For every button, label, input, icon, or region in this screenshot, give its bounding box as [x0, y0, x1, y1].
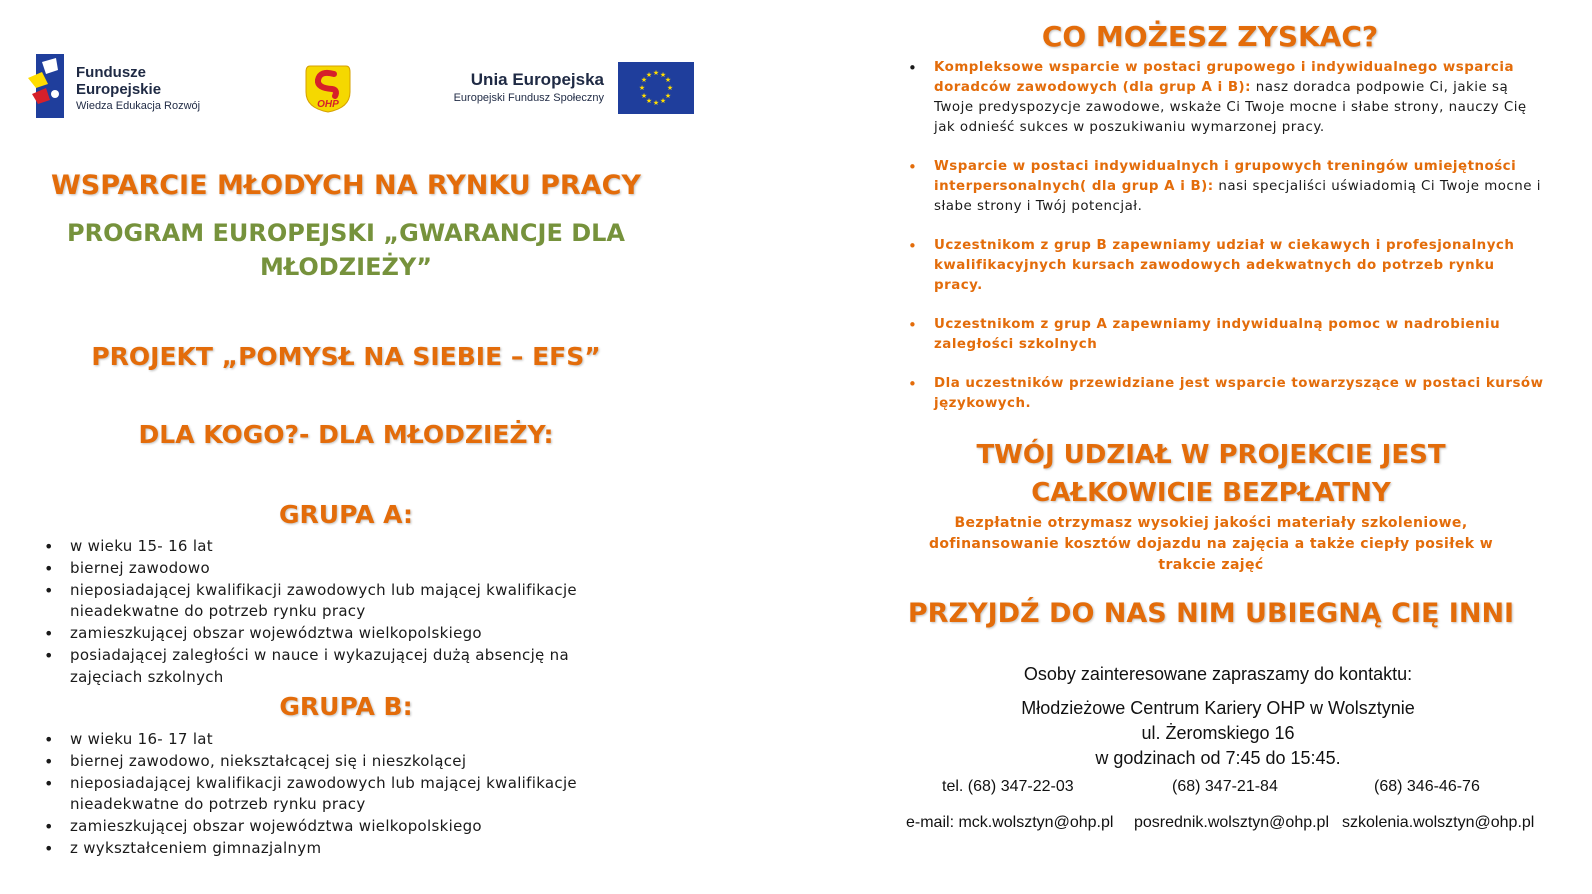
- list-item: • zamieszkującej obszar województwa wielkopolskiego: [46, 816, 646, 838]
- svg-text:★: ★: [652, 69, 660, 77]
- list-item: • zamieszkującej obszar województwa wielkopolskiego: [46, 623, 646, 645]
- benefit-text: nasz doradca podpowie Ci, jakie są Twoje predyspozycje zawodowe, wskaże Ci Twoje mocne i słabe strony, nauczy Cię jak odnieść sukces w poszukiwaniu wymarzonej pracy.: [934, 80, 1527, 135]
- main-title: WSPARCIE MŁODYCH NA RYNKU PRACY: [51, 170, 641, 201]
- list-item: • nieposiadającej kwalifikacji zawodowych lub mającej kwalifikacje nieadekwatne do potrzeb rynku pracy: [46, 773, 646, 817]
- svg-text:★: ★: [659, 71, 667, 79]
- free-participation-heading: TWÓJ UDZIAŁ W PROJEKCIE JEST CAŁKOWICIE BEZPŁATNY: [976, 440, 1446, 508]
- fe-flag-icon: [28, 54, 64, 118]
- fe-line1: Fundusze: [76, 64, 146, 81]
- benefits-heading: CO MOŻESZ ZYSKAC?: [1041, 20, 1379, 53]
- svg-text:★: ★: [652, 99, 660, 107]
- fe-line2: Europejskie: [76, 81, 162, 98]
- benefits-list: [908, 58, 1548, 433]
- program-title: PROGRAM EUROPEJSKI „GWARANCJE DLA MŁODZIEŻY”: [67, 219, 625, 281]
- free-participation-text: Bezpłatnie otrzymasz wysokiej jakości materiały szkoleniowe, dofinansowanie kosztów dojazdu na zajęcia a także ciepły posiłek w trakcie zajęć: [928, 515, 1494, 573]
- benefit-item: [908, 315, 1548, 355]
- benefit-highlight: Wsparcie w postaci indywidualnych i grupowych treningów umiejętności interpersonalnych( dla grup A i B):: [934, 159, 1517, 194]
- target-heading: DLA KOGO?- DLA MŁODZIEŻY:: [138, 420, 554, 449]
- project-title: PROJEKT „POMYSŁ NA SIEBIE – EFS”: [91, 342, 601, 371]
- fe-subtitle: Wiedza Edukacja Rozwój: [76, 100, 201, 112]
- benefit-highlight: Dla uczestników przewidziane jest wsparcie towarzyszące w postaci kursów językowych.: [934, 376, 1544, 411]
- ohp-label: OHP: [317, 99, 339, 110]
- street-address: ul. Żeromskiego 16: [1141, 723, 1295, 743]
- ue-subtitle: Europejski Fundusz Społeczny: [453, 92, 604, 104]
- svg-text:★: ★: [659, 97, 667, 105]
- group-b-heading: GRUPA B:: [279, 692, 413, 721]
- phone-1[interactable]: tel. (68) 347-22-03: [942, 778, 1074, 795]
- group-a-heading: GRUPA A:: [279, 500, 413, 529]
- benefit-item: [908, 58, 1548, 138]
- list-item: • posiadającej zaległości w nauce i wykazującej dużą absencję na zajęciach szkolnych: [46, 645, 646, 689]
- eu-flag-icon: [618, 62, 694, 114]
- ohp-logo: [302, 62, 354, 114]
- svg-text:★: ★: [645, 71, 653, 79]
- email-3[interactable]: szkolenia.wolsztyn@ohp.pl: [1342, 814, 1535, 831]
- list-item: • z wykształceniem gimnazjalnym: [46, 838, 646, 860]
- list-item: • biernej zawodowo: [46, 558, 646, 580]
- group-b-list: [46, 729, 646, 860]
- svg-text:★: ★: [638, 84, 646, 92]
- phone-3[interactable]: (68) 346-46-76: [1374, 778, 1480, 795]
- benefit-item: [908, 236, 1548, 296]
- ue-title: Unia Europejska: [470, 70, 604, 89]
- benefit-text: nasi specjaliści uświadomią Ci Twoje mocne i słabe strony i Twój potencjał.: [934, 179, 1541, 214]
- fundusze-europejskie-logo: [28, 54, 228, 120]
- svg-text:★: ★: [640, 76, 648, 84]
- svg-text:★: ★: [664, 76, 672, 84]
- list-item: • biernej zawodowo, niekształcącej się i nieszkolącej: [46, 751, 646, 773]
- email-1[interactable]: e-mail: mck.wolsztyn@ohp.pl: [906, 814, 1114, 831]
- contact-address: [900, 696, 1536, 771]
- group-a-list: [46, 536, 646, 689]
- center-name: Młodzieżowe Centrum Kariery OHP w Wolsztynie: [1021, 698, 1415, 718]
- list-item: • w wieku 15- 16 lat: [46, 536, 646, 558]
- phone-2[interactable]: (68) 347-21-84: [1172, 778, 1278, 795]
- benefit-item: [908, 374, 1548, 414]
- svg-text:★: ★: [664, 92, 672, 100]
- svg-text:★: ★: [640, 92, 648, 100]
- benefit-item: [908, 157, 1548, 217]
- email-2[interactable]: posrednik.wolsztyn@ohp.pl: [1134, 814, 1330, 831]
- svg-text:★: ★: [645, 97, 653, 105]
- call-to-action: PRZYJDŹ DO NAS NIM UBIEGNĄ CIĘ INNI: [907, 598, 1515, 629]
- office-hours: w godzinach od 7:45 do 15:45.: [1095, 748, 1341, 768]
- svg-text:★: ★: [666, 84, 674, 92]
- ohp-emblem-icon: [302, 62, 354, 114]
- benefit-highlight: Uczestnikom z grup A zapewniamy indywidualną pomoc w nadrobieniu zaległości szkolnych: [934, 317, 1501, 352]
- contact-invite: Osoby zainteresowane zapraszamy do kontaktu:: [1023, 664, 1413, 684]
- list-item: • nieposiadającej kwalifikacji zawodowych lub mającej kwalifikacje nieadekwatne do potrzeb rynku pracy: [46, 580, 646, 624]
- list-item: • w wieku 16- 17 lat: [46, 729, 646, 751]
- benefit-highlight: Uczestnikom z grup B zapewniamy udział w ciekawych i profesjonalnych kwalifikacyjnych kursach zawodowych adekwatnych do potrzeb rynku pracy.: [934, 238, 1515, 293]
- benefit-highlight: Kompleksowe wsparcie w postaci grupowego i indywidualnego wsparcia doradców zawodowych (dla grup A i B):: [934, 60, 1514, 95]
